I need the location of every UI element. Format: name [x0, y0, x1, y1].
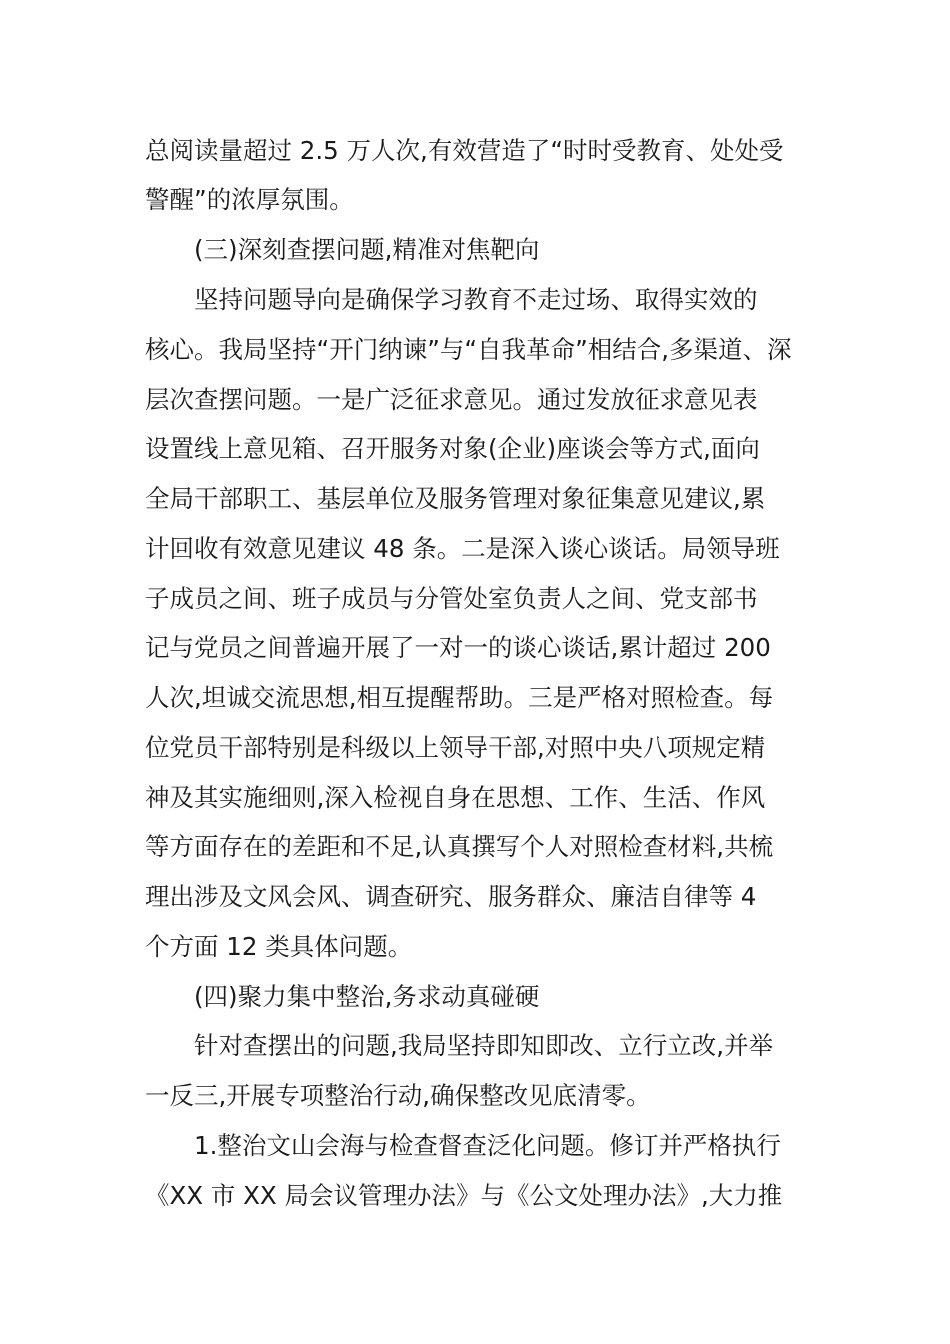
text-line: 警醒”的浓厚氛围。	[145, 185, 354, 214]
text-line: 位党员干部特别是科级以上领导干部,对照中央八项规定精	[145, 733, 766, 762]
text-line: 神及其实施细则,深入检视自身在思想、工作、生活、作风	[145, 783, 766, 812]
text-line: 人次,坦诚交流思想,相互提醒帮助。三是严格对照检查。每	[145, 683, 774, 712]
section-heading-3: (三)深刻查摆问题,精准对焦靶向	[194, 235, 540, 264]
text-line: 全局干部职工、基层单位及服务管理对象征集意见建议,累	[145, 484, 766, 513]
text-line: 子成员之间、班子成员与分管处室负责人之间、党支部书	[145, 584, 758, 613]
text-line: 理出涉及文风会风、调查研究、服务群众、廉洁自律等 4	[145, 882, 757, 911]
text-line: 记与党员之间普遍开展了一对一的谈心谈话,累计超过 200	[145, 633, 771, 662]
text-line: 个方面 12 类具体问题。	[145, 932, 413, 961]
text-line: 一反三,开展专项整治行动,确保整改见底清零。	[145, 1081, 651, 1110]
text-line: 计回收有效意见建议 48 条。二是深入谈心谈话。局领导班	[145, 534, 780, 563]
text-line: 等方面存在的差距和不足,认真撰写个人对照检查材料,共梳	[145, 832, 774, 861]
text-line: 坚持问题导向是确保学习教育不走过场、取得实效的	[194, 285, 758, 314]
text-line: 总阅读量超过 2.5 万人次,有效营造了“时时受教育、处处受	[145, 136, 784, 165]
text-line: 1.整治文山会海与检查督查泛化问题。修订并严格执行	[194, 1131, 781, 1160]
text-line: 设置线上意见箱、召开服务对象(企业)座谈会等方式,面向	[145, 434, 760, 463]
text-line: 层次查摆问题。一是广泛征求意见。通过发放征求意见表	[145, 385, 758, 414]
section-heading-4: (四)聚力集中整治,务求动真碰硬	[194, 982, 540, 1011]
text-line: 核心。我局坚持“开门纳谏”与“自我革命”相结合,多渠道、深	[145, 335, 792, 364]
text-line: 针对查摆出的问题,我局坚持即知即改、立行立改,并举	[194, 1031, 774, 1060]
text-line: 《XX 市 XX 局会议管理办法》与《公文处理办法》,大力推	[145, 1181, 783, 1210]
